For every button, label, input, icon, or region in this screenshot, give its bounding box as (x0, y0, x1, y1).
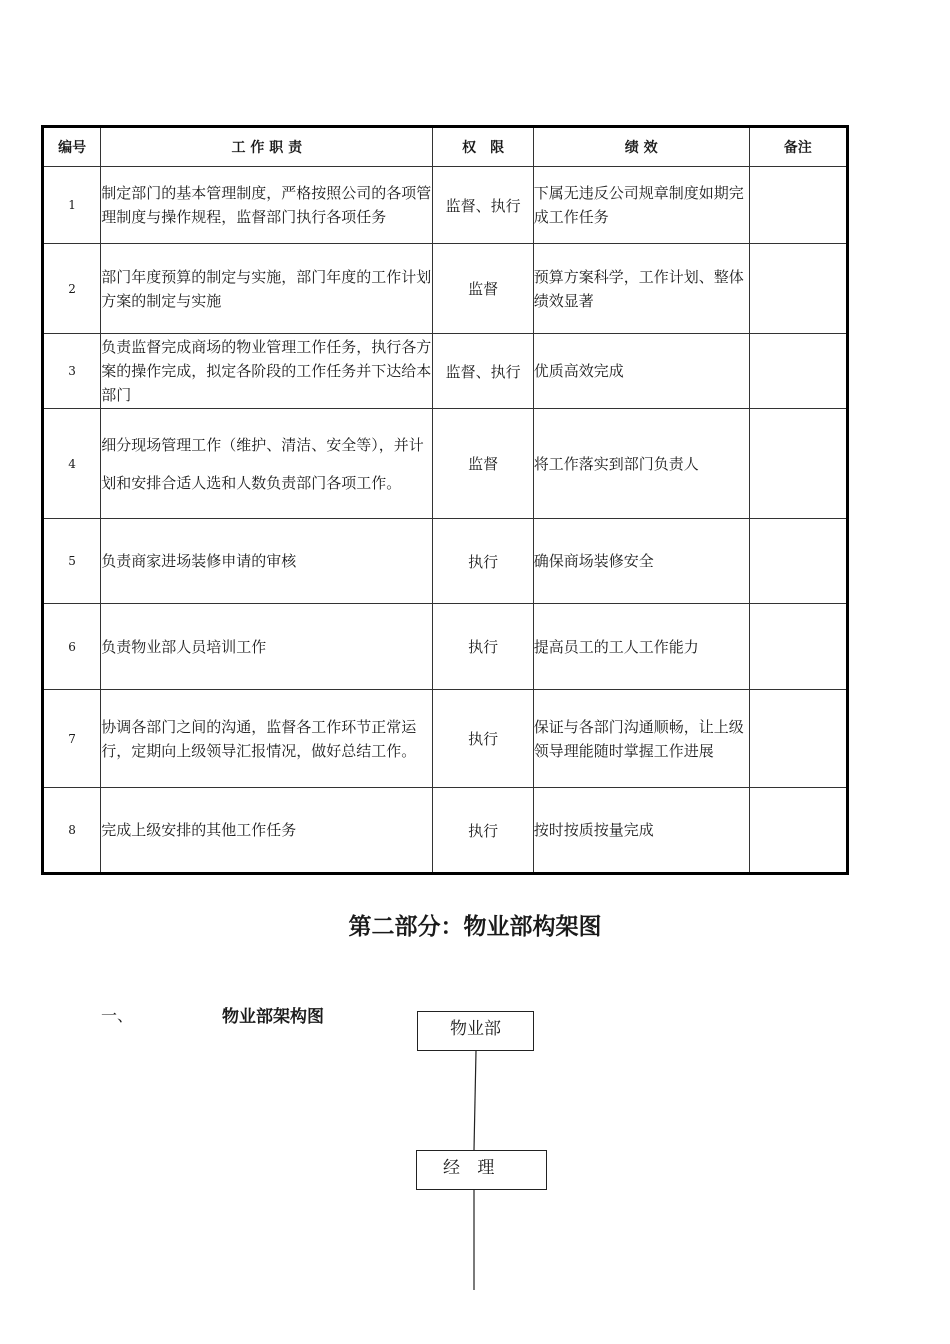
row-no: 4 (43, 409, 101, 519)
table-row (43, 334, 848, 409)
row-duty: 部门年度预算的制定与实施，部门年度的工作计划方案的制定与实施 (101, 244, 433, 334)
table-row (43, 244, 848, 334)
row-authority: 执行 (433, 690, 533, 788)
table-row (43, 788, 848, 874)
org-node-manager: 经 理 (416, 1150, 547, 1190)
row-duty: 制定部门的基本管理制度，严格按照公司的各项管理制度与操作规程，监督部门执行各项任务 (101, 167, 433, 244)
table-row (43, 604, 848, 690)
header-no: 编号 (43, 127, 101, 167)
row-authority: 监督 (433, 244, 533, 334)
section-title: 第二部分：物业部构架图 (348, 914, 602, 940)
org-node-department: 物业部 (417, 1011, 534, 1051)
row-no: 7 (43, 690, 101, 788)
table-row (43, 409, 848, 519)
row-note (749, 244, 847, 334)
row-performance: 提高员工的工人工作能力 (533, 604, 749, 690)
row-note (749, 788, 847, 874)
connector-dept-to-manager (474, 1051, 476, 1150)
row-note (749, 409, 847, 519)
row-no: 8 (43, 788, 101, 874)
row-duty: 负责监督完成商场的物业管理工作任务，执行各方案的操作完成，拟定各阶段的工作任务并下达给本部门 (101, 334, 433, 409)
row-note (749, 334, 847, 409)
row-duty: 完成上级安排的其他工作任务 (101, 788, 433, 874)
row-performance: 确保商场装修安全 (533, 519, 749, 604)
row-performance: 优质高效完成 (533, 334, 749, 409)
header-note: 备注 (749, 127, 847, 167)
table-row (43, 519, 848, 604)
row-note (749, 604, 847, 690)
row-note (749, 519, 847, 604)
row-performance: 按时按质按量完成 (533, 788, 749, 874)
duty-table (41, 125, 849, 875)
row-no: 3 (43, 334, 101, 409)
row-no: 1 (43, 167, 101, 244)
row-performance: 预算方案科学，工作计划、整体绩效显著 (533, 244, 749, 334)
header-performance: 绩 效 (533, 127, 749, 167)
subsection-title: 物业部架构图 (222, 1007, 324, 1027)
row-performance: 将工作落实到部门负责人 (533, 409, 749, 519)
row-note (749, 690, 847, 788)
row-no: 2 (43, 244, 101, 334)
row-authority: 监督、执行 (433, 334, 533, 409)
row-duty: 协调各部门之间的沟通，监督各工作环节正常运行，定期向上级领导汇报情况，做好总结工作。 (101, 690, 433, 788)
table-row (43, 167, 848, 244)
row-authority: 执行 (433, 788, 533, 874)
subsection-number: 一、 (101, 1006, 134, 1025)
row-note (749, 167, 847, 244)
row-duty: 负责物业部人员培训工作 (101, 604, 433, 690)
row-duty: 负责商家进场装修申请的审核 (101, 519, 433, 604)
row-authority: 监督 (433, 409, 533, 519)
row-no: 5 (43, 519, 101, 604)
row-performance: 下属无违反公司规章制度如期完成工作任务 (533, 167, 749, 244)
row-authority: 监督、执行 (433, 167, 533, 244)
row-authority: 执行 (433, 519, 533, 604)
row-authority: 执行 (433, 604, 533, 690)
table-header-row (43, 127, 848, 167)
row-no: 6 (43, 604, 101, 690)
table-row (43, 690, 848, 788)
header-duty: 工 作 职 责 (101, 127, 433, 167)
row-performance: 保证与各部门沟通顺畅，让上级领导理能随时掌握工作进展 (533, 690, 749, 788)
row-duty: 细分现场管理工作（维护、清洁、安全等），并计划和安排合适人选和人数负责部门各项工作。 (101, 409, 433, 519)
header-authority: 权 限 (433, 127, 533, 167)
